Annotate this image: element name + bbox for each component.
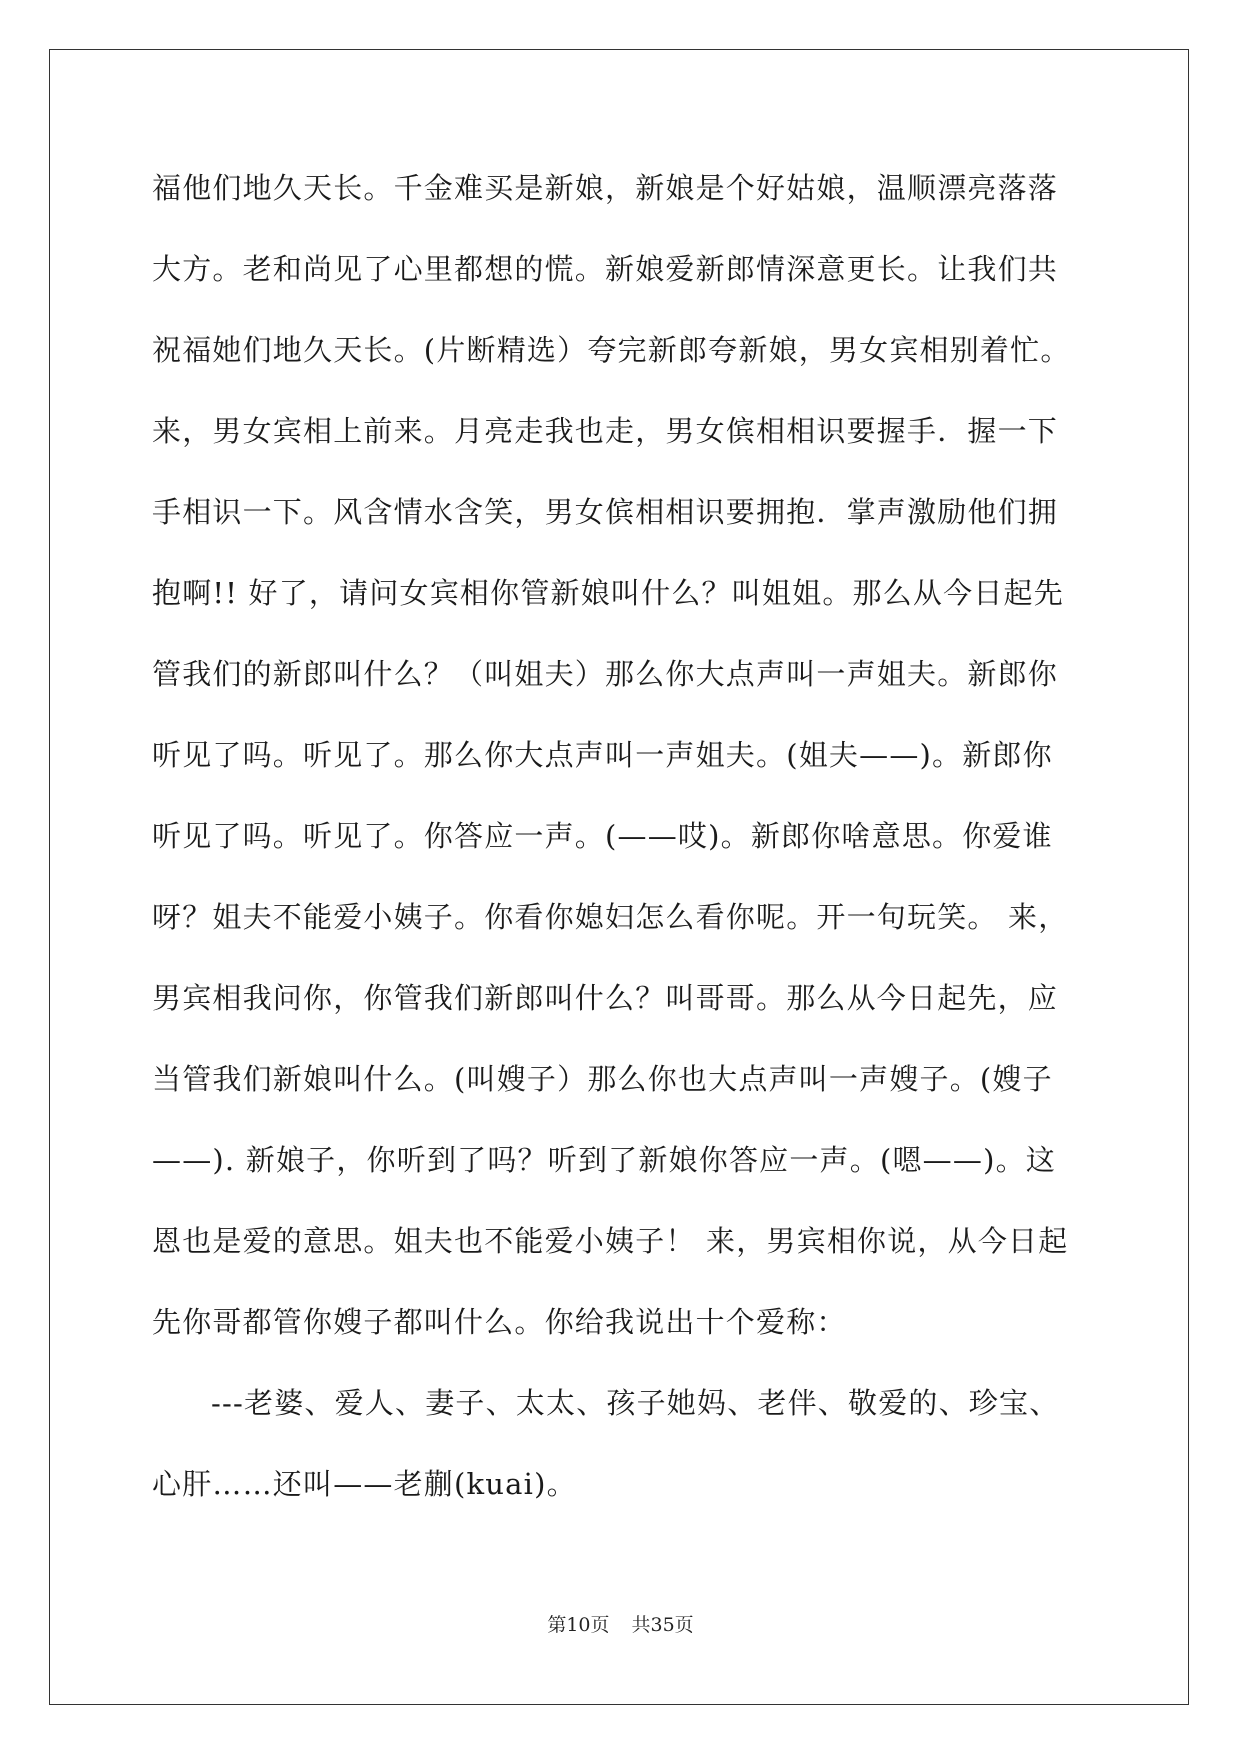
- text-line-indented: ---老婆、爱人、妻子、太太、孩子她妈、老伴、敬爱的、珍宝、: [211, 1386, 1060, 1420]
- text-line: ——). 新娘子，你听到了吗？听到了新娘你答应一声。(嗯——)。这: [152, 1143, 1056, 1177]
- text-line: 来，男女宾相上前来。月亮走我也走，男女傧相相识要握手．握一下: [152, 414, 1059, 448]
- text-line: 先你哥都管你嫂子都叫什么。你给我说出十个爱称：: [152, 1305, 847, 1339]
- document-body: [152, 160, 1092, 1537]
- text-line: 大方。老和尚见了心里都想的慌。新娘爱新郎情深意更长。让我们共: [152, 252, 1059, 286]
- page-total: 共35页: [631, 1614, 694, 1636]
- text-line: 管我们的新郎叫什么？（叫姐夫）那么你大点声叫一声姐夫。新郎你: [152, 657, 1059, 691]
- text-line: 呀？姐夫不能爱小姨子。你看你媳妇怎么看你呢。开一句玩笑。 来，: [152, 900, 1069, 934]
- text-line: 祝福她们地久天长。(片断精选）夸完新郎夸新娘，男女宾相别着忙。: [152, 333, 1071, 367]
- text-line: 听见了吗。听见了。你答应一声。(——哎)。新郎你啥意思。你爱谁: [152, 819, 1053, 853]
- text-line: 福他们地久天长。千金难买是新娘，新娘是个好姑娘，温顺漂亮落落: [152, 171, 1059, 205]
- page-number: 第10页: [547, 1614, 610, 1636]
- text-line: 恩也是爱的意思。姐夫也不能爱小姨子！ 来，男宾相你说，从今日起: [152, 1224, 1069, 1258]
- text-line: 男宾相我问你，你管我们新郎叫什么？叫哥哥。那么从今日起先，应: [152, 981, 1059, 1015]
- page-footer: [0, 1613, 1241, 1637]
- text-line: 当管我们新娘叫什么。(叫嫂子）那么你也大点声叫一声嫂子。(嫂子: [152, 1062, 1053, 1096]
- text-line: 心肝……还叫——老蒯(kuai)。: [152, 1467, 577, 1501]
- text-line: 手相识一下。风含情水含笑，男女傧相相识要拥抱．掌声激励他们拥: [152, 495, 1059, 529]
- text-line: 听见了吗。听见了。那么你大点声叫一声姐夫。(姐夫——)。新郎你: [152, 738, 1053, 772]
- text-line: 抱啊!! 好了，请问女宾相你管新娘叫什么？叫姐姐。那么从今日起先: [152, 576, 1064, 610]
